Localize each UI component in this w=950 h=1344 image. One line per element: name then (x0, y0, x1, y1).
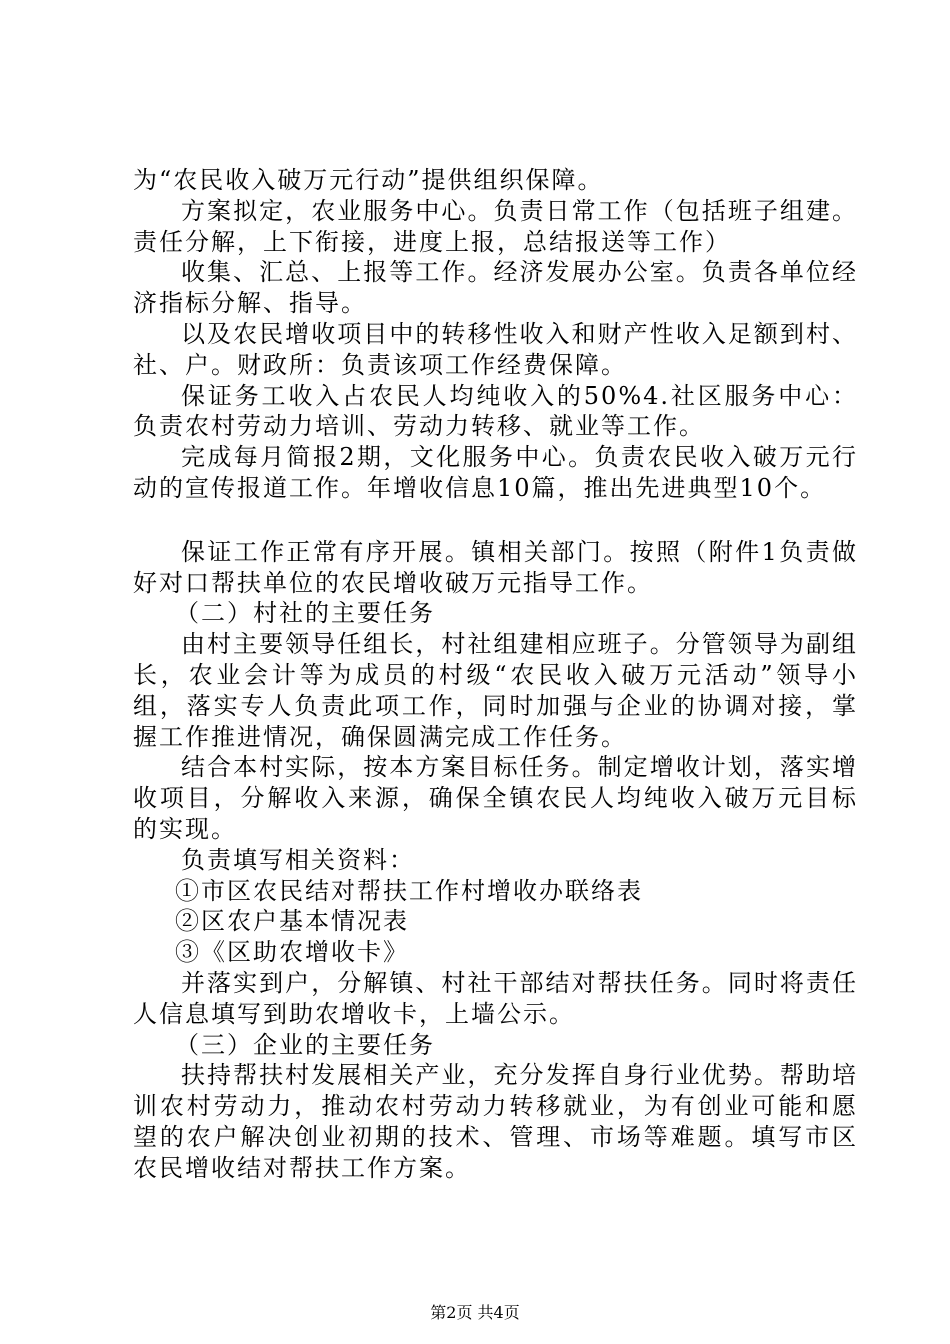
paragraph: 由村主要领导任组长，村社组建相应班子。分管领导为副组长，农业会计等为成员的村级“农民收入破万元活动”领导小组，落实专人负责此项工作，同时加强与企业的协调对接，掌握工作推进情况，确保圆满完成工作任务。 (133, 630, 858, 751)
paragraph: 方案拟定，农业服务中心。负责日常工作（包括班子组建。责任分解，上下衔接，进度上报，总结报送等工作） (133, 196, 858, 256)
paragraph: 为“农民收入破万元行动”提供组织保障。 (133, 166, 604, 194)
section-heading: （二）村社的主要任务 (175, 599, 435, 628)
section-heading: （三）企业的主要任务 (175, 1030, 435, 1059)
list-item: ②区农户基本情况表 (175, 907, 409, 936)
page-footer: 第2页 共4页 (430, 1303, 520, 1322)
paragraph: 保证工作正常有序开展。镇相关部门。按照（附件1负责做好对口帮扶单位的农民增收破万元指导工作。 (133, 537, 858, 597)
paragraph: 以及农民增收项目中的转移性收入和财产性收入足额到村、社、户。财政所：负责该项工作经费保障。 (133, 319, 858, 379)
document-body (133, 165, 858, 1184)
list-item: ①市区农民结对帮扶工作村增收办联络表 (175, 876, 643, 905)
list-item: ③《区助农增收卡》 (175, 938, 409, 967)
paragraph: 完成每月简报2期，文化服务中心。负责农民收入破万元行动的宣传报道工作。年增收信息10篇，推出先进典型10个。 (133, 443, 858, 502)
paragraph: 并落实到户，分解镇、村社干部结对帮扶任务。同时将责任人信息填写到助农增收卡，上墙公示。 (133, 968, 858, 1028)
paragraph: 结合本村实际，按本方案目标任务。制定增收计划，落实增收项目，分解收入来源，确保全镇农民人均纯收入破万元目标的实现。 (133, 753, 858, 843)
paragraph: 负责填写相关资料： (181, 845, 415, 874)
paragraph: 收集、汇总、上报等工作。经济发展办公室。负责各单位经济指标分解、指导。 (133, 258, 858, 318)
paragraph: 扶持帮扶村发展相关产业，充分发挥自身行业优势。帮助培训农村劳动力，推动农村劳动力转移就业，为有创业可能和愿望的农户解决创业初期的技术、管理、市场等难题。填写市区农民增收结对帮扶工作方案。 (133, 1061, 858, 1182)
paragraph: 保证务工收入占农民人均纯收入的50%4.社区服务中心：负责农村劳动力培训、劳动力转移、就业等工作。 (133, 381, 858, 441)
